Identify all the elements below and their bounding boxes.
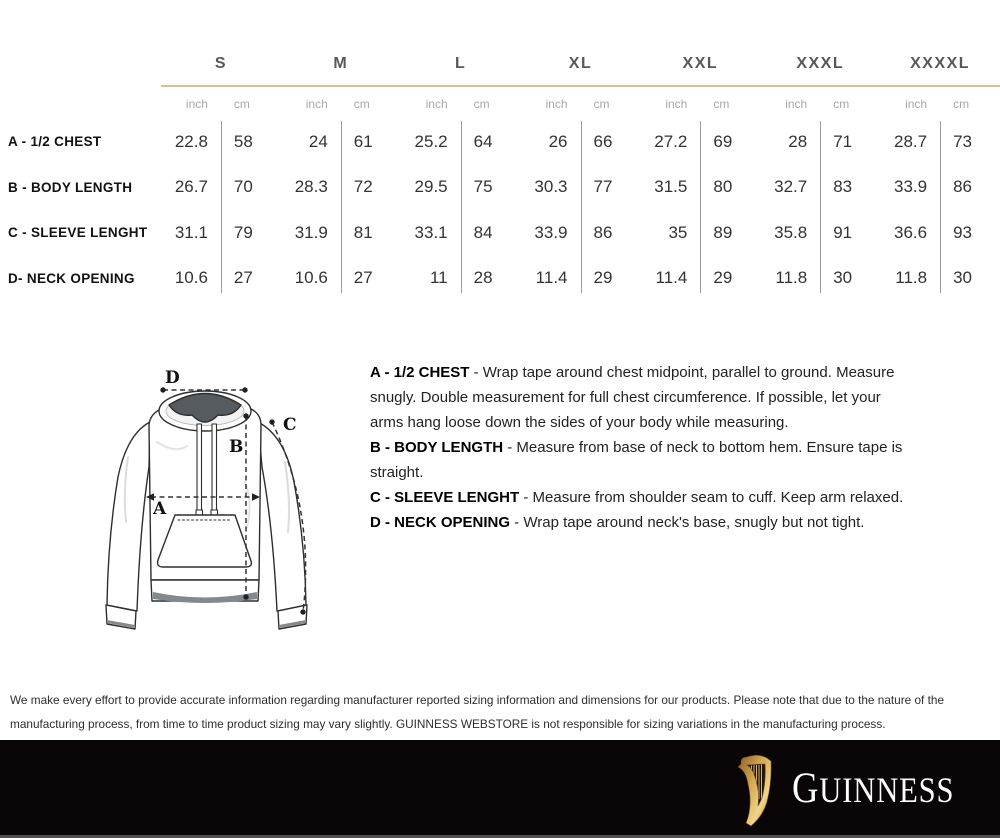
size-column-header: XL bbox=[568, 55, 593, 72]
diagram-label-b: B bbox=[229, 437, 244, 457]
inch-value: 28 bbox=[788, 131, 808, 151]
unit-group bbox=[760, 97, 880, 111]
instruction-text: - Measure from shoulder seam to cuff. Keep arm relaxed. bbox=[519, 489, 904, 506]
table-row bbox=[0, 165, 1000, 211]
instruction-item bbox=[370, 510, 918, 535]
inch-value: 30.3 bbox=[534, 177, 568, 197]
diagram-label-a: A bbox=[153, 499, 167, 519]
unit-header: cm bbox=[713, 97, 730, 111]
cm-value: 72 bbox=[353, 177, 373, 197]
inch-value: 31.9 bbox=[294, 222, 328, 242]
right-sleeve bbox=[258, 422, 306, 611]
inch-value: 28.7 bbox=[893, 131, 928, 151]
column-divider bbox=[461, 121, 462, 293]
row-label: B - BODY LENGTH bbox=[8, 179, 133, 195]
cm-value: 86 bbox=[593, 222, 613, 242]
disclaimer-text: We make every effort to provide accurate information regarding manufacturer reported sizing information and dimensions for our products. Please note that due to the nature of the manufacturing process, from time to time product sizing may vary slightly. GUINNESS WEBSTORE is not responsible for sizing variations in the manufacturing process. bbox=[10, 693, 945, 731]
cm-value: 30 bbox=[833, 268, 853, 288]
inch-value: 26 bbox=[548, 131, 568, 151]
cm-value: 81 bbox=[353, 222, 373, 242]
size-column-header: L bbox=[455, 55, 467, 72]
inch-value: 33.9 bbox=[534, 222, 568, 242]
cm-value: 64 bbox=[473, 131, 493, 151]
instruction-term: C - SLEEVE LENGHT bbox=[370, 489, 520, 506]
cm-value: 29 bbox=[713, 268, 733, 288]
table-row bbox=[0, 119, 1000, 165]
brand-logo-text: GUINNESS bbox=[792, 765, 955, 812]
table-body bbox=[0, 119, 1000, 301]
cm-value: 77 bbox=[593, 177, 613, 197]
inch-value: 24 bbox=[308, 131, 328, 151]
cm-value: 69 bbox=[713, 131, 733, 151]
cm-value: 79 bbox=[233, 222, 253, 242]
cm-value: 84 bbox=[473, 222, 493, 242]
inch-value: 33.1 bbox=[414, 222, 448, 242]
table-header bbox=[0, 55, 1000, 87]
size-table bbox=[0, 55, 1000, 303]
units-header bbox=[0, 97, 1000, 111]
unit-header: inch bbox=[545, 97, 568, 111]
column-divider bbox=[820, 121, 821, 293]
cm-value: 75 bbox=[473, 177, 493, 197]
cm-value: 27 bbox=[353, 268, 373, 288]
inch-value: 10.6 bbox=[294, 268, 328, 288]
inch-value: 35.8 bbox=[774, 222, 808, 242]
cm-value: 29 bbox=[593, 268, 613, 288]
cm-value: 28 bbox=[473, 268, 493, 288]
inch-value: 29.5 bbox=[414, 177, 448, 197]
unit-group bbox=[521, 97, 641, 111]
cm-value: 83 bbox=[833, 177, 853, 197]
footer-bar bbox=[0, 740, 1000, 838]
row-label: C - SLEEVE LENGHT bbox=[8, 225, 148, 241]
cm-value: 91 bbox=[833, 222, 853, 242]
instruction-term: A - 1/2 CHEST bbox=[370, 364, 470, 381]
size-column-header: XXL bbox=[682, 55, 719, 72]
inch-value: 10.6 bbox=[174, 268, 208, 288]
instruction-text: - Measure from base of neck to bottom hem. Ensure tape is straight. bbox=[370, 439, 903, 481]
sizes-header-row bbox=[161, 55, 1000, 87]
instruction-item bbox=[370, 360, 918, 435]
row-label: A - 1/2 CHEST bbox=[8, 134, 102, 150]
inch-value: 25.2 bbox=[414, 131, 448, 151]
diagram-label-d: D bbox=[165, 368, 180, 388]
unit-header: cm bbox=[353, 97, 370, 111]
inch-value: 27.2 bbox=[654, 131, 688, 151]
instruction-item bbox=[370, 485, 918, 510]
table-row bbox=[0, 210, 1000, 256]
cm-value: 71 bbox=[833, 131, 853, 151]
cm-value: 61 bbox=[353, 131, 373, 151]
column-divider bbox=[221, 121, 222, 293]
column-divider bbox=[341, 121, 342, 293]
column-divider bbox=[700, 121, 701, 293]
unit-header: inch bbox=[425, 97, 448, 111]
size-column-header: S bbox=[214, 55, 228, 72]
cm-value: 30 bbox=[953, 268, 972, 288]
unit-group bbox=[161, 97, 281, 111]
inch-value: 35 bbox=[668, 222, 688, 242]
inch-value: 11.8 bbox=[775, 268, 808, 288]
row-label: D- NECK OPENING bbox=[8, 270, 135, 286]
size-column-header: XXXL bbox=[796, 55, 845, 72]
unit-header: cm bbox=[833, 97, 850, 111]
unit-header: inch bbox=[665, 97, 688, 111]
instruction-term: B - BODY LENGTH bbox=[370, 439, 504, 456]
inch-value: 11.4 bbox=[535, 268, 568, 288]
unit-header: cm bbox=[593, 97, 610, 111]
instruction-item bbox=[370, 435, 918, 485]
pocket bbox=[158, 515, 252, 567]
cm-value: 86 bbox=[953, 177, 972, 197]
instruction-text: - Wrap tape around neck's base, snugly but not tight. bbox=[510, 514, 865, 531]
cm-value: 73 bbox=[953, 131, 972, 151]
column-divider bbox=[581, 121, 582, 293]
inch-value: 11 bbox=[429, 268, 448, 288]
cm-value: 89 bbox=[713, 222, 733, 242]
unit-group bbox=[281, 97, 401, 111]
header-spacer bbox=[0, 55, 161, 87]
inch-value: 31.5 bbox=[654, 177, 688, 197]
inch-value: 33.9 bbox=[893, 177, 928, 197]
cm-value: 93 bbox=[953, 222, 972, 242]
instruction-text: - Wrap tape around chest midpoint, parallel to ground. Measure snugly. Double measurement for full chest circumference. If possible, let your arms hang loose down the sides of your body while measuring. bbox=[370, 364, 895, 431]
units-spacer bbox=[0, 97, 161, 111]
instructions bbox=[370, 360, 918, 535]
inch-value: 11.8 bbox=[895, 268, 928, 288]
units-row bbox=[161, 97, 1000, 111]
cm-value: 27 bbox=[233, 268, 253, 288]
unit-header: cm bbox=[953, 97, 970, 111]
size-column-header: M bbox=[333, 55, 349, 72]
inch-value: 31.1 bbox=[174, 222, 208, 242]
unit-group bbox=[640, 97, 760, 111]
column-divider bbox=[940, 121, 941, 293]
unit-header: inch bbox=[905, 97, 928, 111]
inch-value: 36.6 bbox=[893, 222, 928, 242]
diagram-label-c: C bbox=[283, 415, 297, 435]
hoodie-drawing bbox=[95, 362, 335, 657]
unit-header: inch bbox=[185, 97, 208, 111]
inch-value: 26.7 bbox=[174, 177, 208, 197]
unit-header: cm bbox=[473, 97, 490, 111]
instruction-term: D - NECK OPENING bbox=[370, 514, 511, 531]
hoodie-diagram bbox=[95, 362, 335, 657]
inch-value: 28.3 bbox=[294, 177, 328, 197]
unit-group bbox=[880, 97, 1000, 111]
left-sleeve bbox=[107, 422, 150, 611]
inch-value: 22.8 bbox=[174, 131, 208, 151]
unit-group bbox=[401, 97, 521, 111]
inch-value: 32.7 bbox=[774, 177, 808, 197]
cm-value: 80 bbox=[713, 177, 733, 197]
cm-value: 58 bbox=[233, 131, 253, 151]
harp-icon bbox=[734, 754, 774, 828]
unit-header: inch bbox=[785, 97, 808, 111]
unit-header: inch bbox=[305, 97, 328, 111]
size-column-header: XXXXL bbox=[910, 55, 971, 72]
cm-value: 70 bbox=[233, 177, 253, 197]
inch-value: 11.4 bbox=[655, 268, 688, 288]
unit-header: cm bbox=[233, 97, 250, 111]
cm-value: 66 bbox=[593, 131, 613, 151]
table-row bbox=[0, 256, 1000, 302]
